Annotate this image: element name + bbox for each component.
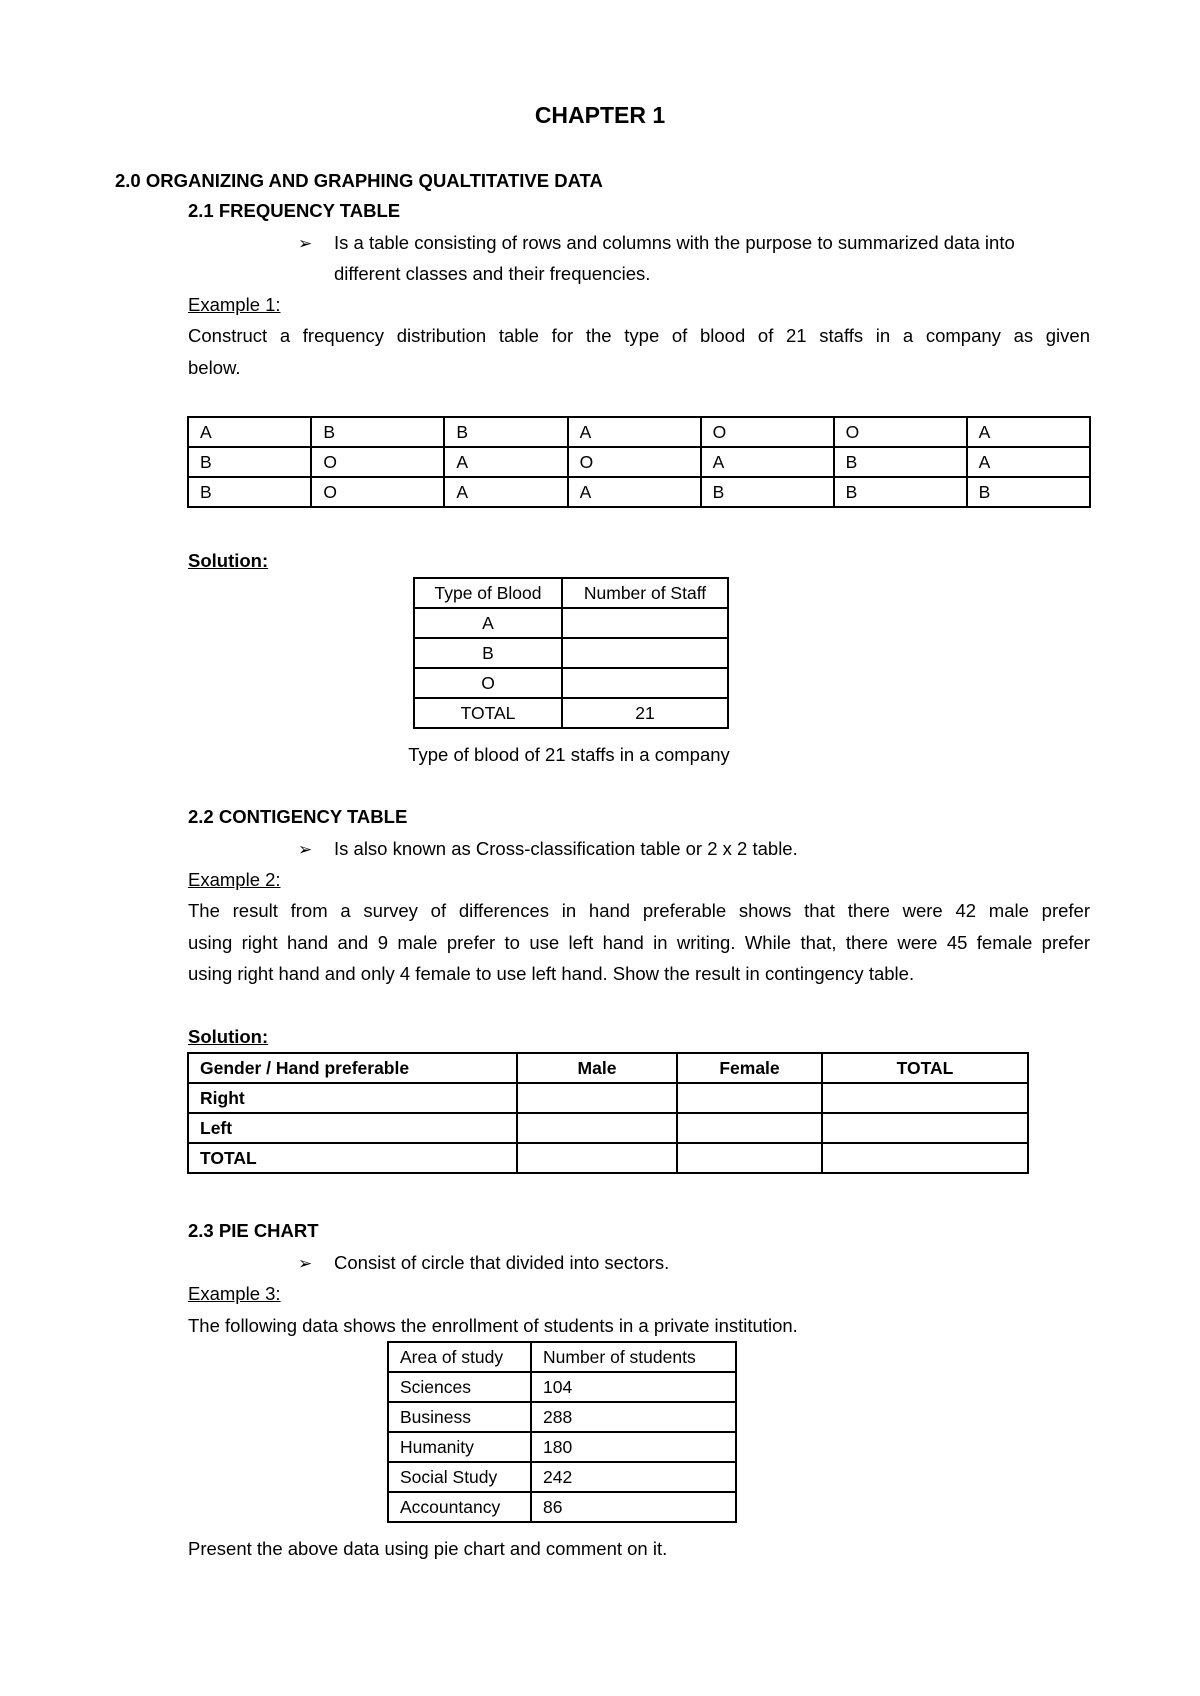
header-female: Female [677, 1053, 822, 1083]
table-row [414, 638, 728, 668]
table-row [388, 1432, 736, 1462]
blood-type-cell: B [444, 417, 567, 447]
contingency-table [187, 1052, 1029, 1174]
blood-type-cell: O [568, 447, 701, 477]
area-of-study-cell: Humanity [388, 1432, 531, 1462]
example-2-line-1: The result from a survey of differences in hand preferable shows that there were 42 male prefer [188, 900, 1090, 921]
header-area-of-study: Area of study [388, 1342, 531, 1372]
hand-row-label: Right [188, 1083, 517, 1113]
empty-cell [517, 1113, 677, 1143]
example-1-label: Example 1: [188, 294, 281, 315]
blood-type-cell: A [188, 417, 311, 447]
arrow-bullet-icon: ➢ [298, 234, 313, 253]
blood-data-table [187, 416, 1091, 508]
blood-type-cell: A [701, 447, 834, 477]
area-of-study-cell: Sciences [388, 1372, 531, 1402]
blood-type-cell: B [311, 417, 444, 447]
blood-type-cell: A [444, 447, 567, 477]
blood-type-cell: B [834, 477, 967, 507]
table-row [188, 417, 1090, 447]
table-row [388, 1372, 736, 1402]
blood-type-cell: A [444, 477, 567, 507]
table-row [414, 668, 728, 698]
frequency-table-header [414, 578, 728, 608]
table-row [188, 1083, 1028, 1113]
empty-cell [822, 1113, 1028, 1143]
area-of-study-cell: Social Study [388, 1462, 531, 1492]
student-count-cell: 242 [531, 1462, 736, 1492]
heading-contingency-table: 2.2 CONTIGENCY TABLE [188, 806, 408, 827]
example-2-label: Example 2: [188, 869, 281, 890]
blood-type-cell: O [834, 417, 967, 447]
arrow-bullet-icon: ➢ [298, 840, 313, 859]
staff-count-cell [562, 608, 728, 638]
header-total: TOTAL [822, 1053, 1028, 1083]
table-row [388, 1462, 736, 1492]
frequency-table-caption: Type of blood of 21 staffs in a company [408, 744, 730, 765]
header-type-of-blood: Type of Blood [414, 578, 562, 608]
student-count-cell: 288 [531, 1402, 736, 1432]
empty-cell [517, 1083, 677, 1113]
blood-type-cell: O [311, 447, 444, 477]
header-number-of-students: Number of students [531, 1342, 736, 1372]
enrollment-table-header [388, 1342, 736, 1372]
table-row [388, 1402, 736, 1432]
frequency-table [413, 577, 729, 729]
table-row [188, 1113, 1028, 1143]
student-count-cell: 180 [531, 1432, 736, 1462]
staff-count-cell [562, 638, 728, 668]
blood-type-cell: O [701, 417, 834, 447]
contingency-table-header [188, 1053, 1028, 1083]
empty-cell [677, 1083, 822, 1113]
staff-count-cell: 21 [562, 698, 728, 728]
solution-1-label: Solution: [188, 550, 269, 571]
bullet-frequency-cont: different classes and their frequencies. [334, 263, 651, 284]
student-count-cell: 86 [531, 1492, 736, 1522]
hand-row-label: TOTAL [188, 1143, 517, 1173]
blood-type-label: B [414, 638, 562, 668]
bullet-frequency: ➢ Is a table consisting of rows and columns with the purpose to summarized data into [298, 232, 1015, 253]
table-row [414, 698, 728, 728]
blood-type-cell: B [834, 447, 967, 477]
bullet-contingency: ➢ Is also known as Cross-classification table or 2 x 2 table. [298, 838, 798, 859]
example-3-text: The following data shows the enrollment of students in a private institution. [188, 1315, 798, 1336]
empty-cell [677, 1143, 822, 1173]
blood-type-cell: B [188, 447, 311, 477]
bullet-pie-chart: ➢ Consist of circle that divided into sectors. [298, 1252, 670, 1273]
closing-instruction: Present the above data using pie chart and comment on it. [188, 1538, 668, 1559]
empty-cell [677, 1113, 822, 1143]
blood-type-cell: B [967, 477, 1090, 507]
blood-type-label: TOTAL [414, 698, 562, 728]
example-1-text: Construct a frequency distribution table for the type of blood of 21 staffs in a company as given [188, 325, 1090, 346]
header-male: Male [517, 1053, 677, 1083]
solution-2-label: Solution: [188, 1026, 269, 1047]
arrow-bullet-icon: ➢ [298, 1254, 313, 1273]
blood-type-label: A [414, 608, 562, 638]
enrollment-table [387, 1341, 737, 1523]
heading-frequency-table: 2.1 FREQUENCY TABLE [188, 200, 401, 221]
blood-type-label: O [414, 668, 562, 698]
blood-type-cell: A [568, 417, 701, 447]
blood-type-cell: O [311, 477, 444, 507]
example-2-line-2: using right hand and 9 male prefer to use left hand in writing. While that, there were 45 female prefer [188, 932, 1090, 953]
section-heading: 2.0 ORGANIZING AND GRAPHING QUALTITATIVE DATA [115, 170, 603, 191]
example-2-line-3: using right hand and only 4 female to use left hand. Show the result in contingency table. [188, 963, 915, 984]
table-row [188, 477, 1090, 507]
table-row [388, 1492, 736, 1522]
student-count-cell: 104 [531, 1372, 736, 1402]
blood-type-cell: A [967, 447, 1090, 477]
empty-cell [517, 1143, 677, 1173]
example-3-label: Example 3: [188, 1283, 281, 1304]
heading-pie-chart: 2.3 PIE CHART [188, 1220, 319, 1241]
table-row [188, 447, 1090, 477]
hand-row-label: Left [188, 1113, 517, 1143]
area-of-study-cell: Business [388, 1402, 531, 1432]
area-of-study-cell: Accountancy [388, 1492, 531, 1522]
table-row [414, 608, 728, 638]
chapter-title: CHAPTER 1 [534, 102, 666, 128]
blood-type-cell: B [701, 477, 834, 507]
empty-cell [822, 1143, 1028, 1173]
blood-type-cell: A [967, 417, 1090, 447]
blood-type-cell: A [568, 477, 701, 507]
blood-type-cell: B [188, 477, 311, 507]
table-row [188, 1143, 1028, 1173]
header-number-of-staff: Number of Staff [562, 578, 728, 608]
staff-count-cell [562, 668, 728, 698]
example-1-text-cont: below. [188, 357, 241, 378]
empty-cell [822, 1083, 1028, 1113]
header-gender-hand: Gender / Hand preferable [188, 1053, 517, 1083]
